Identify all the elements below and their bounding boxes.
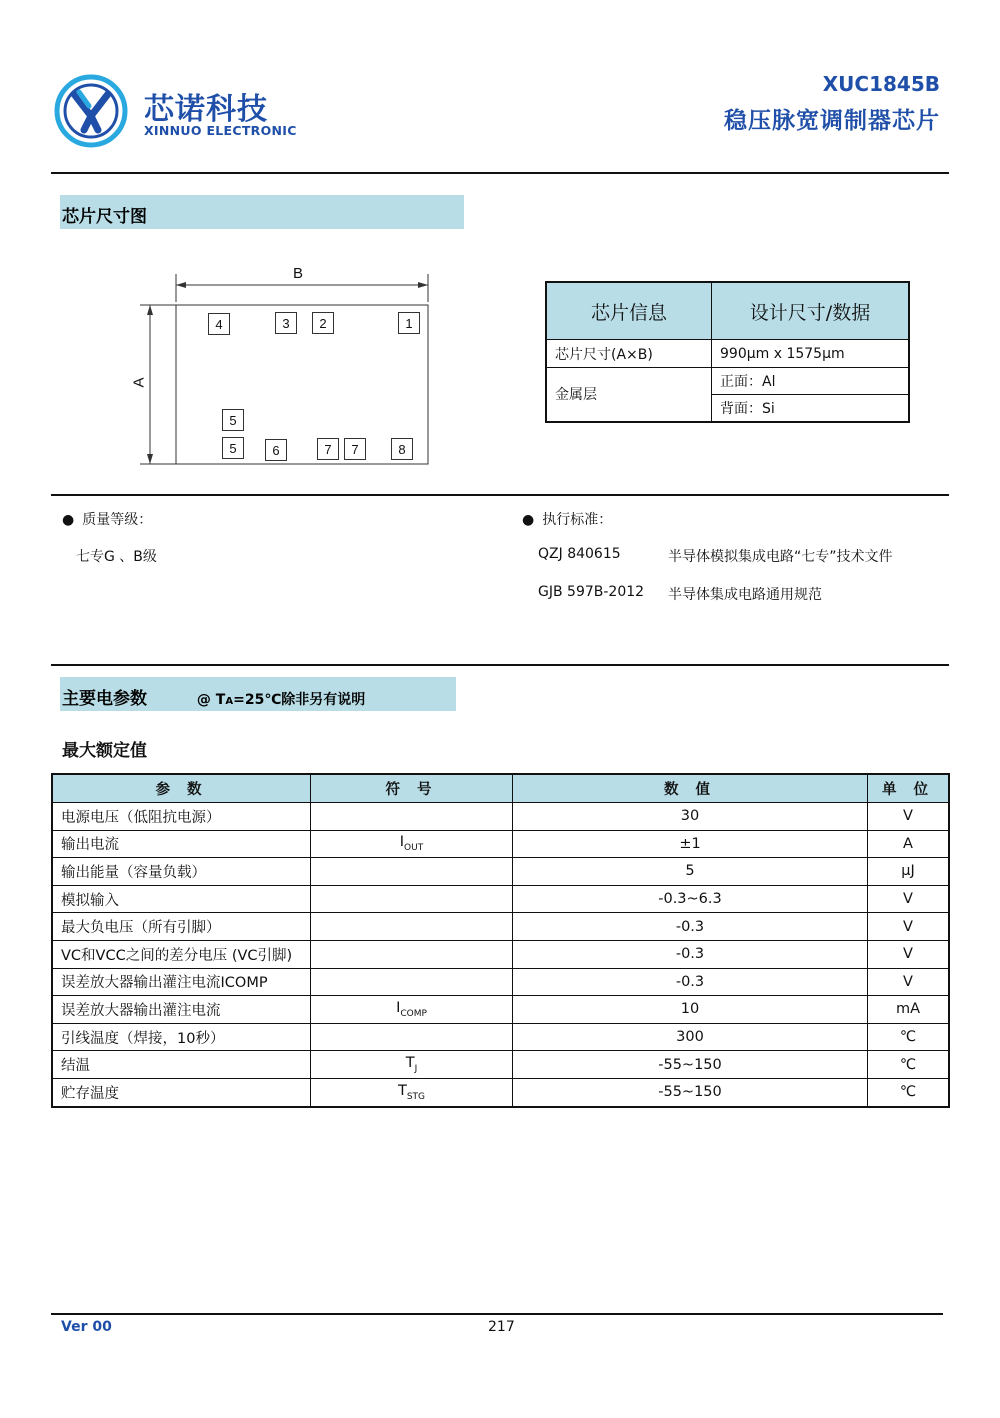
symbol-cell <box>311 940 513 968</box>
bond-pad-7a: 7 <box>317 438 339 460</box>
table-row <box>52 940 949 968</box>
unit-cell: V <box>868 940 950 968</box>
standard-code-2: GJB 597B-2012 <box>538 584 645 600</box>
max-ratings-table <box>51 773 950 1108</box>
unit-cell: ℃ <box>868 1051 950 1079</box>
table-row <box>52 830 949 858</box>
symbol-main: T <box>397 1082 407 1099</box>
bond-pad-2: 2 <box>312 312 334 334</box>
unit-cell: A <box>868 830 950 858</box>
symbol-main: I <box>396 1000 401 1016</box>
param-cell: 电源电压（低阻抗电源） <box>52 803 311 831</box>
table-row <box>52 885 949 913</box>
symbol-cell <box>311 1051 513 1079</box>
param-cell: 模拟输入 <box>52 885 311 913</box>
standards-heading <box>522 509 612 529</box>
bond-pad-7b: 7 <box>344 438 366 460</box>
footer-divider <box>51 1313 943 1315</box>
standards-divider <box>51 664 949 666</box>
product-subtitle: 稳压脉宽调制器芯片 <box>724 108 940 134</box>
table-row <box>52 1078 949 1106</box>
param-cell: 贮存温度 <box>52 1078 311 1106</box>
standard-desc-2: 半导体集成电路通用规范 <box>668 587 822 603</box>
col-header-unit: 单 位 <box>868 774 950 803</box>
footer-version: Ver 00 <box>61 1319 112 1335</box>
value-cell: -55~150 <box>513 1078 868 1106</box>
value-cell: ±1 <box>513 830 868 858</box>
unit-cell: V <box>868 803 950 831</box>
symbol-main: T <box>405 1055 415 1072</box>
value-cell: -55~150 <box>513 1051 868 1079</box>
table-row <box>52 858 949 886</box>
value-cell: -0.3 <box>513 968 868 996</box>
unit-cell: ℃ <box>868 1023 950 1051</box>
bond-pad-5b: 5 <box>222 437 244 459</box>
model-number: XUC1845B <box>822 72 940 96</box>
col-header-param: 参 数 <box>52 774 311 803</box>
value-cell: -0.3 <box>513 940 868 968</box>
chip-section-divider <box>51 494 949 496</box>
quality-value: 七专G 、B级 <box>76 549 157 565</box>
logo-icon <box>54 74 128 148</box>
metal-layer-label: 金属层 <box>546 368 712 422</box>
brand-name-en: XINNUO ELECTRONIC <box>144 123 297 138</box>
symbol-cell <box>311 1023 513 1051</box>
dimension-label-a: A <box>130 377 148 388</box>
bond-pad-1: 1 <box>398 312 420 334</box>
unit-cell: mA <box>868 996 950 1024</box>
metal-front-value: 正面：Al <box>712 368 910 395</box>
standard-desc-1: 半导体模拟集成电路“七专”技术文件 <box>668 549 893 565</box>
quality-bullet: ● <box>62 512 75 528</box>
standards-title: 执行标准： <box>542 512 613 528</box>
table-row <box>52 913 949 941</box>
section-params-title: 主要电参数 <box>62 689 147 709</box>
symbol-cell <box>311 885 513 913</box>
bond-pad-3: 3 <box>275 312 297 334</box>
param-cell: 误差放大器输出灌注电流ICOMP <box>52 968 311 996</box>
value-cell: 30 <box>513 803 868 831</box>
value-cell: -0.3 <box>513 913 868 941</box>
chip-size-label: 芯片尺寸(A×B) <box>546 340 712 368</box>
bond-pad-4: 4 <box>208 313 230 335</box>
footer-page-number: 217 <box>488 1319 515 1335</box>
chip-info-table <box>545 281 910 423</box>
unit-cell: ℃ <box>868 1078 950 1106</box>
param-cell: 误差放大器输出灌注电流 <box>52 996 311 1024</box>
unit-cell: μJ <box>868 858 950 886</box>
value-cell: -0.3~6.3 <box>513 885 868 913</box>
table-header-row <box>52 774 949 803</box>
table-row <box>52 968 949 996</box>
value-cell: 10 <box>513 996 868 1024</box>
brand-name-cn: 芯诺科技 <box>144 92 268 127</box>
chip-info-header: 芯片信息 <box>546 282 712 340</box>
value-cell: 300 <box>513 1023 868 1051</box>
symbol-cell <box>311 858 513 886</box>
table-row <box>52 1051 949 1079</box>
col-header-value: 数 值 <box>513 774 868 803</box>
param-cell: 最大负电压（所有引脚） <box>52 913 311 941</box>
table-row <box>52 803 949 831</box>
bond-pad-6: 6 <box>265 439 287 461</box>
unit-cell: V <box>868 968 950 996</box>
standard-code-1: QZJ 840615 <box>538 546 621 562</box>
symbol-main: I <box>399 834 405 851</box>
unit-cell: V <box>868 913 950 941</box>
quality-heading <box>62 509 152 529</box>
metal-back-value: 背面：Si <box>712 395 910 422</box>
col-header-symbol: 符 号 <box>311 774 513 803</box>
section-params-condition: @ TA=25℃除非另有说明 <box>196 692 366 708</box>
max-ratings-body <box>52 803 949 1107</box>
symbol-cell <box>311 803 513 831</box>
param-cell: 输出电流 <box>52 830 311 858</box>
param-cell: VC和VCC之间的差分电压 (VC引脚) <box>52 940 311 968</box>
symbol-cell <box>311 913 513 941</box>
table-row <box>52 1023 949 1051</box>
standards-bullet: ● <box>522 512 535 528</box>
design-data-header: 设计尺寸/数据 <box>712 282 910 340</box>
unit-cell: V <box>868 885 950 913</box>
section-params-bar <box>60 677 456 711</box>
param-cell: 引线温度（焊接，10秒） <box>52 1023 311 1051</box>
chip-size-value: 990μm x 1575μm <box>712 340 910 368</box>
dimension-label-b: B <box>293 265 304 282</box>
value-cell: 5 <box>513 858 868 886</box>
header-divider <box>51 172 949 174</box>
max-ratings-title: 最大额定值 <box>62 741 147 761</box>
symbol-cell <box>311 830 513 858</box>
bond-pad-5a: 5 <box>222 409 244 431</box>
section-chip-title: 芯片尺寸图 <box>60 195 464 229</box>
quality-title: 质量等级： <box>82 512 153 528</box>
param-cell: 输出能量（容量负载） <box>52 858 311 886</box>
symbol-subscript: STG <box>406 1091 426 1102</box>
symbol-cell <box>311 968 513 996</box>
die-diagram <box>130 262 440 477</box>
symbol-cell <box>311 1078 513 1106</box>
bond-pad-8: 8 <box>391 438 413 460</box>
table-row <box>52 996 949 1024</box>
symbol-cell <box>311 996 513 1024</box>
param-cell: 结温 <box>52 1051 311 1079</box>
symbol-subscript: OUT <box>404 843 424 854</box>
symbol-subscript: J <box>414 1064 418 1075</box>
symbol-subscript: COMP <box>400 1008 427 1019</box>
